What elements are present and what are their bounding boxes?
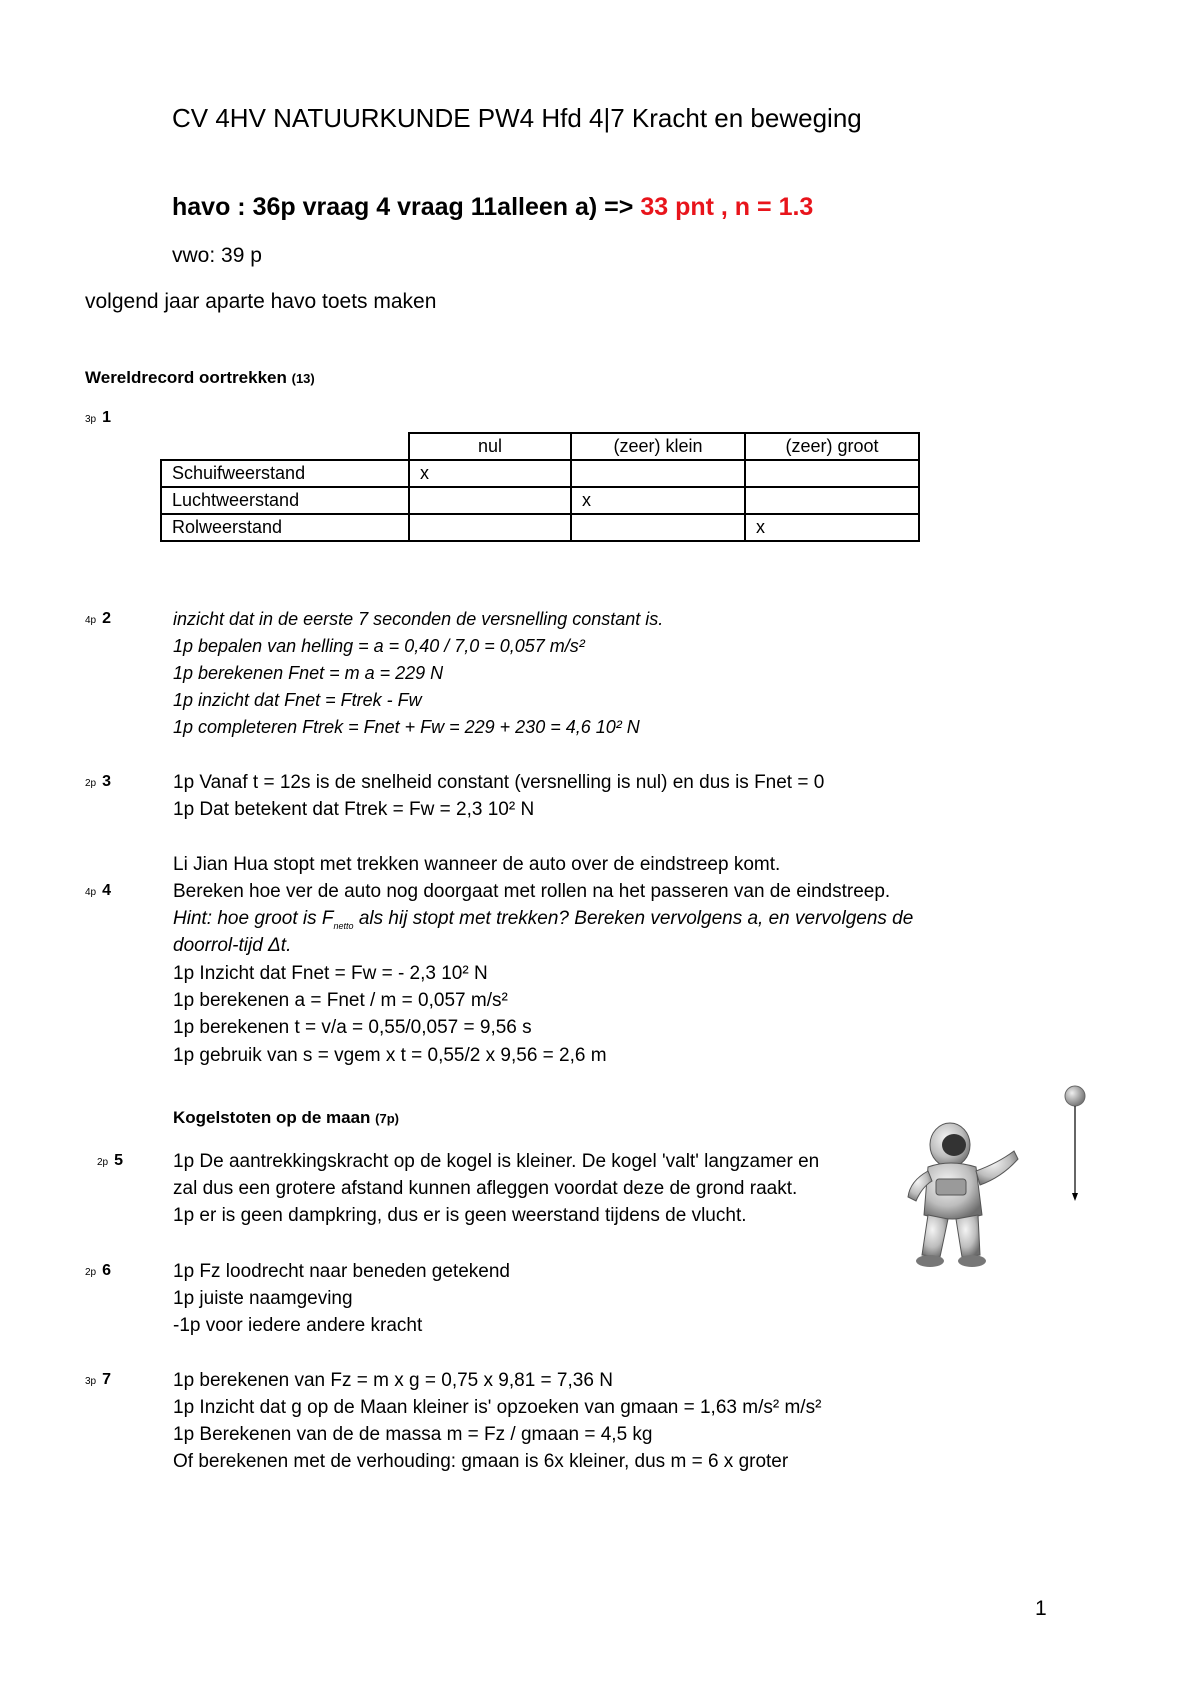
q2-line: 1p bepalen van helling = a = 0,40 / 7,0 = 0,057 m/s²	[173, 636, 585, 656]
table-corner	[161, 433, 409, 460]
havo-score: 33 pnt , n = 1.3	[640, 193, 814, 221]
q5-line: 1p er is geen dampkring, dus er is geen weerstand tijdens de vlucht.	[173, 1205, 747, 1226]
q4-hint-subscript: netto	[333, 920, 354, 931]
note-line: volgend jaar aparte havo toets maken	[85, 290, 437, 313]
astronaut-illustration	[900, 1115, 1020, 1270]
table-row-label: Schuifweerstand	[161, 460, 409, 487]
q2-line: 1p inzicht dat Fnet = Ftrek - Fw	[173, 690, 422, 710]
table-cell: x	[745, 514, 919, 541]
q4-label	[85, 882, 111, 900]
q5-line: 1p De aantrekkingskracht op de kogel is kleiner. De kogel 'valt' langzamer en	[173, 1151, 820, 1172]
table-row	[161, 460, 919, 487]
table-cell	[745, 460, 919, 487]
table-header: (zeer) klein	[571, 433, 745, 460]
q1-label	[85, 409, 111, 427]
q6-points: 2p	[85, 1267, 97, 1278]
q3-points: 2p	[85, 778, 97, 789]
q1-answer-table	[160, 432, 920, 542]
q4-hint-part1: Hint: hoe groot is F	[173, 908, 334, 929]
q4-hint-line2: doorrol-tijd Δt.	[173, 935, 292, 956]
q2-line: inzicht dat in de eerste 7 seconden de versnelling constant is.	[173, 609, 664, 629]
q6-label	[85, 1262, 111, 1280]
q6-line: 1p Fz loodrecht naar beneden getekend	[173, 1261, 510, 1282]
page-number: 1	[1035, 1597, 1047, 1620]
q3-line: 1p Vanaf t = 12s is de snelheid constant (versnelling is nul) en dus is Fnet = 0	[173, 772, 825, 793]
havo-prefix: havo : 36p vraag 4 vraag 11alleen a) =>	[172, 193, 634, 221]
page-title: CV 4HV NATUURKUNDE PW4 Hfd 4|7 Kracht en beweging	[172, 103, 862, 133]
table-cell	[409, 487, 571, 514]
q7-line: 1p berekenen van Fz = m x g = 0,75 x 9,81 = 7,36 N	[173, 1370, 613, 1391]
q2-points: 4p	[85, 615, 97, 626]
q4-intro: Li Jian Hua stopt met trekken wanneer de auto over de eindstreep komt.	[173, 854, 781, 875]
section1-title: Wereldrecord oortrekken	[85, 368, 287, 387]
section2-title: Kogelstoten op de maan	[173, 1108, 371, 1127]
table-cell	[571, 514, 745, 541]
q6-line: 1p juiste naamgeving	[173, 1288, 353, 1309]
q2-label	[85, 610, 111, 628]
havo-line	[172, 193, 813, 222]
q4-points: 4p	[85, 887, 97, 898]
table-cell	[571, 460, 745, 487]
q2-number: 2	[102, 610, 112, 627]
q6-number: 6	[102, 1262, 112, 1279]
q7-label	[85, 1371, 111, 1389]
q7-points: 3p	[85, 1376, 97, 1387]
q7-line: 1p Inzicht dat g op de Maan kleiner is' opzoeken van gmaan = 1,63 m/s² m/s²	[173, 1397, 822, 1418]
q4-line: 1p Inzicht dat Fnet = Fw = - 2,3 10² N	[173, 963, 488, 984]
q4-hint-part2: als hij stopt met trekken? Bereken vervolgens a, en vervolgens de	[353, 908, 914, 929]
table-header-row	[161, 433, 919, 460]
q5-line: zal dus een grotere afstand kunnen afleggen voordat deze de grond raakt.	[173, 1178, 798, 1199]
q5-number: 5	[114, 1152, 124, 1169]
q3-label	[85, 773, 111, 791]
q2-line: 1p completeren Ftrek = Fnet + Fw = 229 + 230 = 4,6 10² N	[173, 717, 640, 737]
q3-line: 1p Dat betekent dat Ftrek = Fw = 2,3 10² N	[173, 799, 535, 820]
q7-line: Of berekenen met de verhouding: gmaan is 6x kleiner, dus m = 6 x groter	[173, 1451, 789, 1472]
q4-number: 4	[102, 882, 112, 899]
table-row-label: Luchtweerstand	[161, 487, 409, 514]
q4-hint	[173, 908, 913, 931]
table-header: (zeer) groot	[745, 433, 919, 460]
section1-points: (13)	[291, 371, 315, 386]
kogel-force-diagram	[1060, 1085, 1090, 1205]
q4-line: 1p berekenen t = v/a = 0,55/0,057 = 9,56 s	[173, 1017, 532, 1038]
table-row	[161, 514, 919, 541]
section2-heading	[173, 1108, 399, 1128]
table-header: nul	[409, 433, 571, 460]
q7-number: 7	[102, 1371, 112, 1388]
q4-line: 1p gebruik van s = vgem x t = 0,55/2 x 9,56 = 2,6 m	[173, 1045, 607, 1066]
q2-line: 1p berekenen Fnet = m a = 229 N	[173, 663, 444, 683]
q3-number: 3	[102, 773, 112, 790]
table-cell	[409, 514, 571, 541]
q6-line: -1p voor iedere andere kracht	[173, 1315, 423, 1336]
q4-question: Bereken hoe ver de auto nog doorgaat met rollen na het passeren van de eindstreep.	[173, 881, 891, 902]
q5-label	[97, 1152, 123, 1170]
q5-points: 2p	[97, 1157, 109, 1168]
table-row	[161, 487, 919, 514]
q1-points: 3p	[85, 414, 97, 425]
q4-line: 1p berekenen a = Fnet / m = 0,057 m/s²	[173, 990, 508, 1011]
table-row-label: Rolweerstand	[161, 514, 409, 541]
table-cell: x	[571, 487, 745, 514]
q7-line: 1p Berekenen van de de massa m = Fz / gmaan = 4,5 kg	[173, 1424, 653, 1445]
section2-points: (7p)	[375, 1111, 399, 1126]
vwo-line: vwo: 39 p	[172, 244, 262, 267]
q1-number: 1	[102, 409, 112, 426]
table-cell: x	[409, 460, 571, 487]
table-cell	[745, 487, 919, 514]
section1-heading	[85, 368, 315, 388]
